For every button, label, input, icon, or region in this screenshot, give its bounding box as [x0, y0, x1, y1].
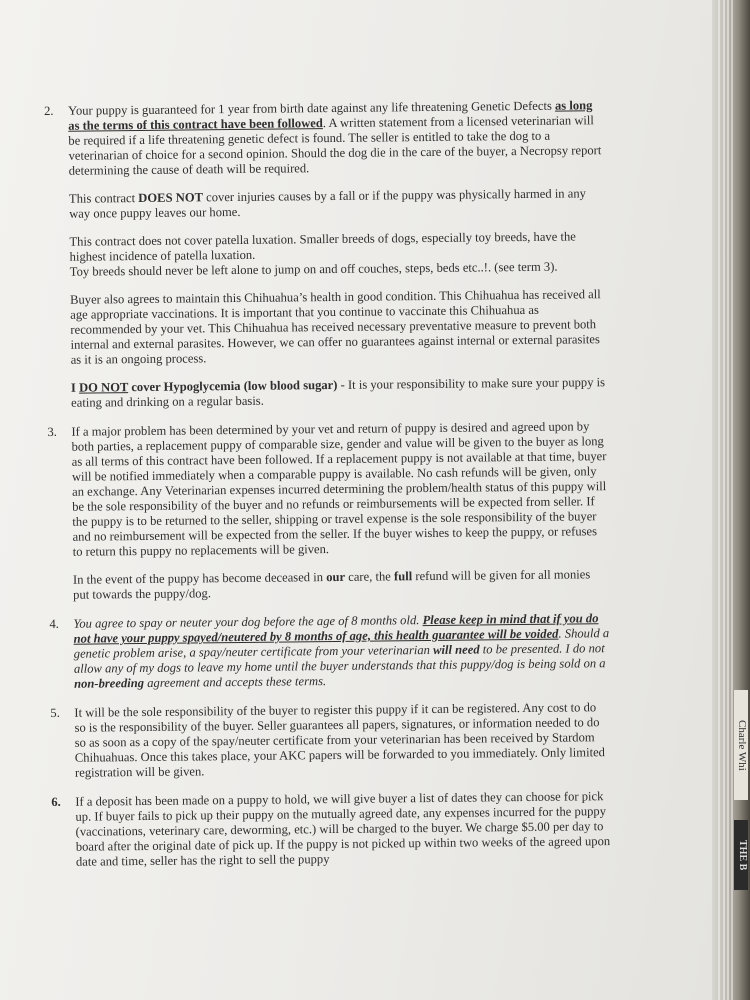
text-segment: cover injuries causes by a fall or if the puppy was physically harmed in any way once puppy leaves our home. — [69, 186, 586, 221]
text-segment: - It is your responsibility to make sure your puppy is eating and drinking on a regular basis. — [71, 375, 606, 410]
text-segment: Toy breeds should never be left alone to jump on and off couches, steps, beds etc..!. (see term 3). — [69, 259, 558, 279]
text-segment: agreement and accepts these terms. — [143, 674, 327, 690]
text-segment: Your puppy is guaranteed for 1 year from birth date against any life threatening Genetic Defects — [67, 98, 556, 118]
term-paragraph — [71, 419, 608, 560]
contract-term — [51, 789, 612, 870]
edge-label-1: Charle Whi — [734, 690, 748, 800]
text-segment: Please keep in mind that if you do not have your puppy spayed/neutered by 8 months of age, this health guarantee will be voided — [73, 611, 599, 646]
term-number: 2. — [44, 103, 54, 118]
contract-body — [44, 98, 612, 884]
text-segment: full — [393, 569, 413, 584]
text-segment: If a major problem has been determined by your vet and return of puppy is desired and agreed upon by both parties, a replacement puppy of comparable size, gender and value will be given to the buyer as long as all terms of this contract have been followed. If a replacement puppy is not available at that time, buyer will be notified immediately when a comparable puppy is available. No cash refunds will be given, only an exchange. Any Veterinarian expenses incurred determining the problem/health status of this puppy will be the sole responsibility of the buyer and no refunds or reimbursements will be expected from seller. If the puppy is to be returned to the seller, shipping or travel expense is the sole responsibility of the buyer and no reimbursement will be expected from the seller. If the buyer wishes to keep the puppy, or refuses to return this puppy no replacements will be given. — [71, 419, 607, 559]
text-segment: I — [70, 380, 80, 395]
text-segment: as long as the terms of this contract have been followed — [68, 98, 593, 133]
text-segment: to be presented. I do not allow any of my dogs to leave my home until the buyer understands that this puppy/dog is being sold on a — [73, 641, 606, 676]
text-segment: . Should a genetic problem arise, a spay/neuter certificate from your veterinarian — [73, 626, 610, 661]
term-paragraph — [69, 229, 605, 280]
contract-term — [49, 611, 610, 692]
text-segment: DO NOT — [78, 380, 129, 395]
text-segment: cover Hypoglycemia (low blood sugar) — [128, 377, 338, 395]
term-number: 5. — [50, 705, 60, 720]
text-segment: In the event of the puppy has become deceased in — [72, 570, 327, 587]
term-paragraph — [75, 789, 612, 870]
term-number: 3. — [47, 424, 57, 439]
text-segment: DOES NOT — [138, 190, 204, 206]
contract-term — [47, 419, 609, 603]
text-segment: non-breeding — [73, 675, 145, 691]
text-segment: care, the — [344, 569, 395, 584]
text-segment: It will be the sole responsibility of the buyer to register this puppy if it can be registered. Any cost to do so is the responsibility of the buyer. Seller guarantees all papers, signatures, or information needed to do so as soon as a copy of the spay/neuter certificate from your veterinarian has been received by Stardom Chihuahuas. Once this takes place, your AKC papers will be forwarded to you immediately. Only limited registration will be given. — [74, 700, 606, 780]
term-number: 4. — [49, 616, 59, 631]
contract-term — [44, 98, 607, 411]
text-segment: our — [326, 569, 346, 585]
text-segment: . A written statement from a licensed veterinarian will be required if a life threatening genetic defect is found. The seller is entitled to take the dog to a veterinarian of choice for a second opinion. Should the dog die in the care of the buyer, a Necropsy report determining the cause of death will be required. — [68, 113, 602, 178]
term-paragraph — [74, 700, 611, 781]
text-segment: Buyer also agrees to maintain this Chihuahua’s health in good condition. This Chihuahua has received all age appropriate vaccinations. It is important that you continue to vaccinate this Chihuahua as recommended by your vet. This Chihuahua has received necessary preventative measure to prevent both internal and external parasites. However, we can offer no guarantees against internal or external parasites as it is an ongoing process. — [69, 287, 601, 367]
term-paragraph — [70, 287, 607, 368]
edge-label-2: THE B — [734, 820, 748, 890]
page-stack-edge — [712, 0, 750, 1000]
term-paragraph — [69, 186, 605, 222]
term-paragraph — [73, 567, 609, 603]
text-segment: will need — [432, 642, 480, 657]
term-paragraph — [73, 611, 610, 692]
contract-term — [50, 700, 611, 781]
text-segment: This contract does not cover patella luxation. Smaller breeds of dogs, especially toy breeds, have the highest incidence of patella luxation. — [69, 229, 576, 264]
text-segment: refund will be given for all monies put towards the puppy/dog. — [73, 567, 591, 602]
text-segment: If a deposit has been made on a puppy to hold, we will give buyer a list of dates they can choose for pick up. If buyer fails to pick up their puppy on the mutually agreed date, any expenses incurred for the puppy (vaccinations, veterinary care, deworming, etc.) will be charged to the buyer. We charge $5.00 per day to board after the original date of pick up. If the puppy is not picked up within two weeks of the agreed upon date and time, seller has the right to sell the puppy — [75, 789, 611, 869]
term-paragraph — [71, 375, 607, 411]
text-segment: You agree to spay or neuter your dog before the age of 8 months old. — [73, 613, 423, 631]
term-paragraph — [68, 98, 605, 179]
term-number: 6. — [51, 794, 61, 809]
text-segment: This contract — [68, 191, 139, 206]
